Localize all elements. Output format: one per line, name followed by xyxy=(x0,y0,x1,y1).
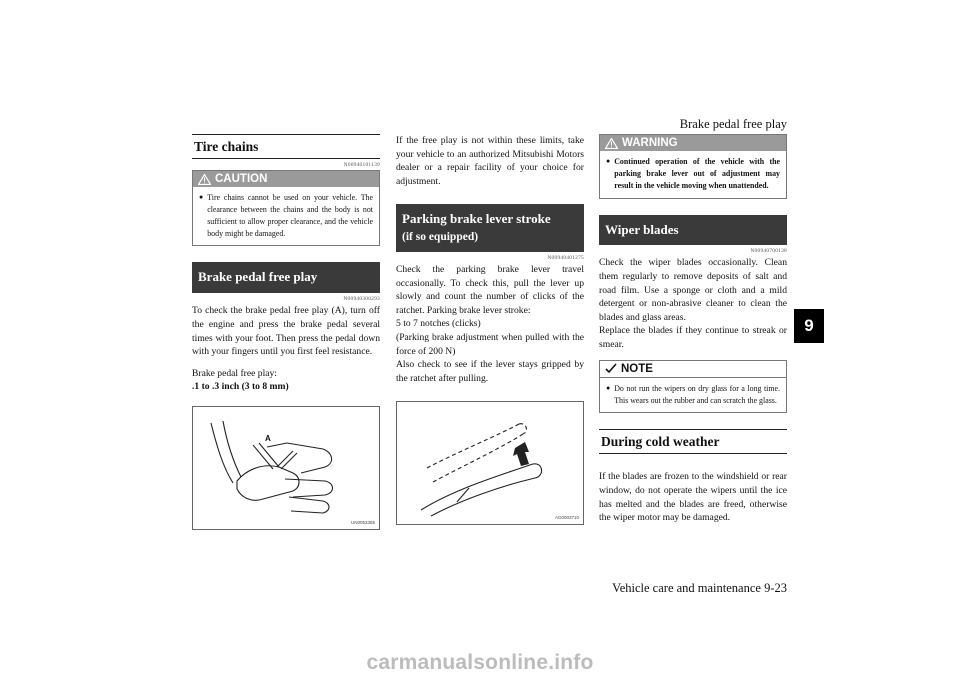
caution-text: Tire chains cannot be used on your vehicle. The clearance between the chains and the body is not sufficient to allow proper clearance, and the vehicle body might be damaged. xyxy=(207,193,373,238)
brake-pedal-figure xyxy=(192,406,380,530)
column-3 xyxy=(599,134,787,525)
chapter-tab: 9 xyxy=(794,309,824,343)
warning-text: Continued operation of the vehicle with the parking brake lever out of adjustment may result in the vehicle moving when unattended. xyxy=(614,157,780,190)
parking-lever-illustration xyxy=(397,402,583,524)
note-label: NOTE xyxy=(621,362,653,375)
caution-label: CAUTION xyxy=(215,173,268,185)
caution-box xyxy=(192,170,380,246)
column-2 xyxy=(396,134,584,525)
running-head: Brake pedal free play xyxy=(679,117,787,131)
brake-pedal-spec-value: .1 to .3 inch (3 to 8 mm) xyxy=(192,381,289,393)
parking-brake-figure xyxy=(396,401,584,525)
figure-label-a: A xyxy=(265,433,271,443)
warning-box xyxy=(599,134,787,199)
parking-title-line1: Parking brake lever stroke xyxy=(402,211,551,227)
doc-code: N00940401275 xyxy=(547,254,584,261)
warning-label: WARNING xyxy=(622,137,678,149)
caution-body xyxy=(193,187,379,245)
note-box xyxy=(599,360,787,414)
warning-triangle-icon xyxy=(198,174,211,185)
doc-code: N00940700138 xyxy=(750,248,787,255)
wiper-body-2: Replace the blades if they continue to streak or smear. xyxy=(599,325,787,351)
pencil-check-icon xyxy=(605,363,617,374)
caution-header xyxy=(193,171,379,187)
parking-title-line2: (if so equipped) xyxy=(402,231,479,244)
warning-triangle-icon xyxy=(605,138,618,149)
warning-header xyxy=(600,135,786,151)
figure-code: UN0053355 xyxy=(350,519,375,525)
section-title-tire-chains: Tire chains xyxy=(192,134,380,159)
brake-pedal-illustration xyxy=(193,407,379,529)
brake-pedal-spec-label: Brake pedal free play: xyxy=(192,367,277,379)
doc-code: N00940300293 xyxy=(343,296,380,303)
cold-weather-body: If the blades are frozen to the windshield or rear window, do not operate the wipers until the ice has melted and the blades are freed, otherwise the wiper motor may be damaged. xyxy=(599,471,787,524)
watermark: carmanualsonline.info xyxy=(366,651,594,674)
bullet-icon: ● xyxy=(199,193,204,201)
parking-body-4: Also check to see if the lever stays gripped by the ratchet after pulling. xyxy=(396,359,584,384)
parking-body-3: (Parking brake adjustment when pulled with the force of 200 N) xyxy=(396,332,584,357)
column-1 xyxy=(192,134,380,530)
bullet-icon: ● xyxy=(606,157,611,165)
note-header xyxy=(600,361,786,378)
free-play-intro: If the free play is not within these limits, take your vehicle to an authorized Mitsubishi Motors dealer or a repair facility of your choice for adjustment. xyxy=(396,135,584,187)
section-title-brake-pedal: Brake pedal free play xyxy=(192,262,380,293)
note-body xyxy=(600,378,786,413)
wiper-body-1: Check the wiper blades occasionally. Clean them regularly to remove deposits of salt and road film. Use a sponge or cloth and a mild detergent or non-abrasive cleaner to clean the blades and glass areas. xyxy=(599,257,787,323)
section-title-wiper-blades: Wiper blades xyxy=(599,215,787,246)
figure-code: AG0003710 xyxy=(554,515,579,521)
page-footer: Vehicle care and maintenance 9-23 xyxy=(612,581,787,595)
section-title-cold-weather: During cold weather xyxy=(599,429,787,454)
brake-pedal-body: To check the brake pedal free play (A), turn off the engine and press the brake pedal several times with your foot. Then press the pedal down with your fingers until you first feel resistance. xyxy=(192,305,380,358)
warning-body xyxy=(600,151,786,198)
parking-body-1: Check the parking brake lever travel occasionally. To check this, pull the lever up slowly and count the number of clicks of the ratchet. Parking brake lever stroke: xyxy=(396,263,584,316)
section-title-parking-brake xyxy=(396,204,584,252)
note-text: Do not run the wipers on dry glass for a long time. This wears out the rubber and can scratch the glass. xyxy=(614,383,780,405)
parking-body-2: 5 to 7 notches (clicks) xyxy=(396,318,481,330)
bullet-icon: ● xyxy=(606,383,611,392)
doc-code: N00940101139 xyxy=(343,162,380,168)
